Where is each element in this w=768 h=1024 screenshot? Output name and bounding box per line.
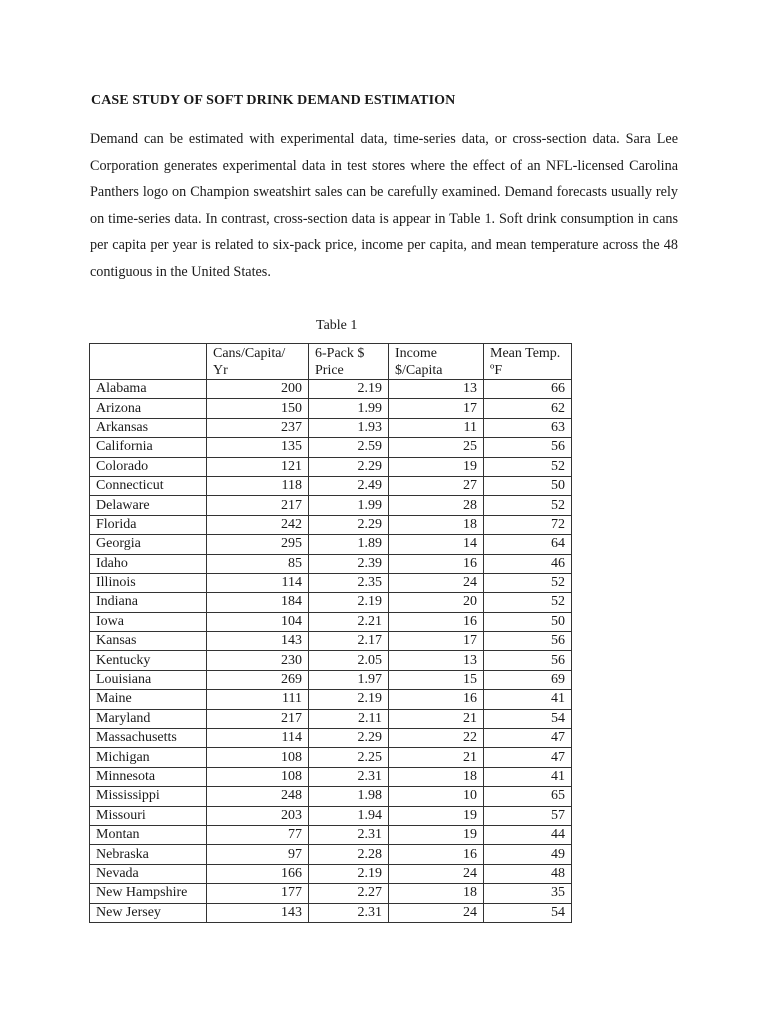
cell-state: Arizona bbox=[90, 399, 207, 418]
table-row bbox=[90, 418, 572, 437]
cell-price: 2.05 bbox=[309, 651, 389, 670]
cell-income: 24 bbox=[389, 864, 484, 883]
cell-price: 2.19 bbox=[309, 864, 389, 883]
cell-income: 18 bbox=[389, 515, 484, 534]
cell-state: Georgia bbox=[90, 535, 207, 554]
cell-cans: 200 bbox=[207, 380, 309, 399]
cell-temp: 52 bbox=[484, 496, 572, 515]
cell-income: 14 bbox=[389, 535, 484, 554]
table-row bbox=[90, 825, 572, 844]
cell-cans: 217 bbox=[207, 709, 309, 728]
cell-state: Illinois bbox=[90, 573, 207, 592]
table-row bbox=[90, 593, 572, 612]
cell-state: Indiana bbox=[90, 593, 207, 612]
table-row bbox=[90, 903, 572, 922]
table-row bbox=[90, 632, 572, 651]
cell-state: Massachusetts bbox=[90, 729, 207, 748]
cell-income: 10 bbox=[389, 787, 484, 806]
cell-price: 2.31 bbox=[309, 767, 389, 786]
cell-income: 18 bbox=[389, 767, 484, 786]
cell-temp: 44 bbox=[484, 825, 572, 844]
cell-state: Minnesota bbox=[90, 767, 207, 786]
cell-income: 19 bbox=[389, 825, 484, 844]
cell-state: Connecticut bbox=[90, 476, 207, 495]
cell-cans: 104 bbox=[207, 612, 309, 631]
cell-cans: 203 bbox=[207, 806, 309, 825]
cell-cans: 121 bbox=[207, 457, 309, 476]
cell-price: 1.98 bbox=[309, 787, 389, 806]
cell-temp: 57 bbox=[484, 806, 572, 825]
cell-income: 17 bbox=[389, 399, 484, 418]
cell-state: Montan bbox=[90, 825, 207, 844]
cell-state: New Jersey bbox=[90, 903, 207, 922]
cell-price: 1.93 bbox=[309, 418, 389, 437]
cell-temp: 63 bbox=[484, 418, 572, 437]
cell-temp: 62 bbox=[484, 399, 572, 418]
header-state bbox=[90, 344, 207, 380]
table-row bbox=[90, 884, 572, 903]
cell-cans: 143 bbox=[207, 903, 309, 922]
cell-price: 1.99 bbox=[309, 399, 389, 418]
cell-cans: 248 bbox=[207, 787, 309, 806]
cell-cans: 242 bbox=[207, 515, 309, 534]
cell-temp: 64 bbox=[484, 535, 572, 554]
cell-state: Maine bbox=[90, 690, 207, 709]
cell-price: 2.29 bbox=[309, 515, 389, 534]
cell-temp: 52 bbox=[484, 573, 572, 592]
table-caption: Table 1 bbox=[316, 318, 358, 333]
cell-income: 28 bbox=[389, 496, 484, 515]
cell-cans: 118 bbox=[207, 476, 309, 495]
cell-price: 2.35 bbox=[309, 573, 389, 592]
intro-paragraph: Demand can be estimated with experimental data, time-series data, or cross-section data. Sara Lee Corporation generates experimental data in test stores where the effect of an NFL-licensed Carolina Panthers logo on Champion sweatshirt sales can be carefully examined. Demand forecasts usually rely on time-series data. In contrast, cross-section data is appear in Table 1. Soft drink consumption in cans per capita per year is related to six-pack price, income per capita, and mean temperature across the 48 contiguous in the United States. bbox=[90, 131, 678, 280]
cell-state: Florida bbox=[90, 515, 207, 534]
document-title: CASE STUDY OF SOFT DRINK DEMAND ESTIMATION bbox=[91, 93, 456, 108]
cell-income: 15 bbox=[389, 670, 484, 689]
cell-cans: 135 bbox=[207, 438, 309, 457]
cell-price: 2.19 bbox=[309, 690, 389, 709]
cell-income: 11 bbox=[389, 418, 484, 437]
cell-income: 20 bbox=[389, 593, 484, 612]
cell-temp: 72 bbox=[484, 515, 572, 534]
table-row bbox=[90, 535, 572, 554]
cell-temp: 47 bbox=[484, 748, 572, 767]
cell-state: Nevada bbox=[90, 864, 207, 883]
cell-price: 2.28 bbox=[309, 845, 389, 864]
cell-price: 2.21 bbox=[309, 612, 389, 631]
cell-cans: 295 bbox=[207, 535, 309, 554]
cell-state: Nebraska bbox=[90, 845, 207, 864]
cell-temp: 50 bbox=[484, 612, 572, 631]
cell-state: Louisiana bbox=[90, 670, 207, 689]
cell-income: 16 bbox=[389, 690, 484, 709]
cell-income: 18 bbox=[389, 884, 484, 903]
cell-cans: 111 bbox=[207, 690, 309, 709]
cell-cans: 85 bbox=[207, 554, 309, 573]
cell-price: 2.19 bbox=[309, 380, 389, 399]
cell-temp: 47 bbox=[484, 729, 572, 748]
table-row bbox=[90, 806, 572, 825]
cell-cans: 166 bbox=[207, 864, 309, 883]
cell-temp: 41 bbox=[484, 767, 572, 786]
cell-price: 2.25 bbox=[309, 748, 389, 767]
cell-state: Missouri bbox=[90, 806, 207, 825]
cell-income: 27 bbox=[389, 476, 484, 495]
table-row bbox=[90, 515, 572, 534]
cell-temp: 56 bbox=[484, 651, 572, 670]
cell-temp: 56 bbox=[484, 438, 572, 457]
table-row bbox=[90, 651, 572, 670]
table-row bbox=[90, 438, 572, 457]
cell-income: 16 bbox=[389, 612, 484, 631]
header-income: Income $/Capita bbox=[389, 344, 484, 380]
cell-cans: 77 bbox=[207, 825, 309, 844]
cell-price: 1.89 bbox=[309, 535, 389, 554]
cell-income: 22 bbox=[389, 729, 484, 748]
cell-cans: 177 bbox=[207, 884, 309, 903]
cell-income: 13 bbox=[389, 380, 484, 399]
table-row bbox=[90, 845, 572, 864]
table-body bbox=[90, 380, 572, 923]
cell-state: Kentucky bbox=[90, 651, 207, 670]
cell-temp: 66 bbox=[484, 380, 572, 399]
cell-cans: 114 bbox=[207, 573, 309, 592]
cell-cans: 237 bbox=[207, 418, 309, 437]
cell-state: California bbox=[90, 438, 207, 457]
cell-price: 2.17 bbox=[309, 632, 389, 651]
cell-price: 2.19 bbox=[309, 593, 389, 612]
cell-temp: 49 bbox=[484, 845, 572, 864]
cell-price: 2.29 bbox=[309, 729, 389, 748]
cell-cans: 217 bbox=[207, 496, 309, 515]
cell-cans: 184 bbox=[207, 593, 309, 612]
table-row bbox=[90, 496, 572, 515]
table-row bbox=[90, 670, 572, 689]
table-row bbox=[90, 864, 572, 883]
table-row bbox=[90, 476, 572, 495]
cell-price: 2.49 bbox=[309, 476, 389, 495]
header-temp: Mean Temp. ºF bbox=[484, 344, 572, 380]
cell-state: New Hampshire bbox=[90, 884, 207, 903]
cell-price: 2.11 bbox=[309, 709, 389, 728]
header-price: 6-Pack $ Price bbox=[309, 344, 389, 380]
cell-state: Iowa bbox=[90, 612, 207, 631]
cell-temp: 65 bbox=[484, 787, 572, 806]
cell-state: Kansas bbox=[90, 632, 207, 651]
table-row bbox=[90, 573, 572, 592]
cell-temp: 35 bbox=[484, 884, 572, 903]
cell-temp: 54 bbox=[484, 709, 572, 728]
cell-price: 2.31 bbox=[309, 825, 389, 844]
cell-state: Colorado bbox=[90, 457, 207, 476]
table-row bbox=[90, 380, 572, 399]
cell-income: 19 bbox=[389, 806, 484, 825]
cell-temp: 52 bbox=[484, 593, 572, 612]
cell-income: 16 bbox=[389, 554, 484, 573]
cell-income: 24 bbox=[389, 903, 484, 922]
cell-cans: 143 bbox=[207, 632, 309, 651]
table-row bbox=[90, 729, 572, 748]
cell-income: 17 bbox=[389, 632, 484, 651]
cell-income: 13 bbox=[389, 651, 484, 670]
cell-price: 2.39 bbox=[309, 554, 389, 573]
cell-cans: 108 bbox=[207, 748, 309, 767]
header-cans: Cans/Capita/ Yr bbox=[207, 344, 309, 380]
cell-price: 1.99 bbox=[309, 496, 389, 515]
cell-temp: 54 bbox=[484, 903, 572, 922]
cell-income: 24 bbox=[389, 573, 484, 592]
cell-cans: 230 bbox=[207, 651, 309, 670]
cell-price: 1.97 bbox=[309, 670, 389, 689]
cell-temp: 52 bbox=[484, 457, 572, 476]
cell-cans: 269 bbox=[207, 670, 309, 689]
cell-state: Maryland bbox=[90, 709, 207, 728]
cell-temp: 56 bbox=[484, 632, 572, 651]
cell-cans: 108 bbox=[207, 767, 309, 786]
cell-income: 21 bbox=[389, 709, 484, 728]
cell-income: 16 bbox=[389, 845, 484, 864]
cell-price: 2.27 bbox=[309, 884, 389, 903]
cell-temp: 41 bbox=[484, 690, 572, 709]
cell-cans: 97 bbox=[207, 845, 309, 864]
table-row bbox=[90, 690, 572, 709]
cell-temp: 48 bbox=[484, 864, 572, 883]
table-row bbox=[90, 554, 572, 573]
cell-state: Delaware bbox=[90, 496, 207, 515]
cell-state: Mississippi bbox=[90, 787, 207, 806]
table-row bbox=[90, 767, 572, 786]
cell-cans: 150 bbox=[207, 399, 309, 418]
cell-temp: 50 bbox=[484, 476, 572, 495]
cell-price: 2.29 bbox=[309, 457, 389, 476]
table-row bbox=[90, 787, 572, 806]
cell-temp: 69 bbox=[484, 670, 572, 689]
cell-state: Idaho bbox=[90, 554, 207, 573]
table-row bbox=[90, 399, 572, 418]
cell-price: 2.59 bbox=[309, 438, 389, 457]
cell-income: 19 bbox=[389, 457, 484, 476]
table-header-row bbox=[90, 344, 572, 380]
cell-state: Alabama bbox=[90, 380, 207, 399]
data-table bbox=[89, 343, 572, 923]
cell-cans: 114 bbox=[207, 729, 309, 748]
table-row bbox=[90, 748, 572, 767]
cell-temp: 46 bbox=[484, 554, 572, 573]
cell-income: 21 bbox=[389, 748, 484, 767]
cell-price: 1.94 bbox=[309, 806, 389, 825]
cell-price: 2.31 bbox=[309, 903, 389, 922]
table-row bbox=[90, 709, 572, 728]
cell-income: 25 bbox=[389, 438, 484, 457]
table-row bbox=[90, 612, 572, 631]
table-row bbox=[90, 457, 572, 476]
cell-state: Michigan bbox=[90, 748, 207, 767]
cell-state: Arkansas bbox=[90, 418, 207, 437]
